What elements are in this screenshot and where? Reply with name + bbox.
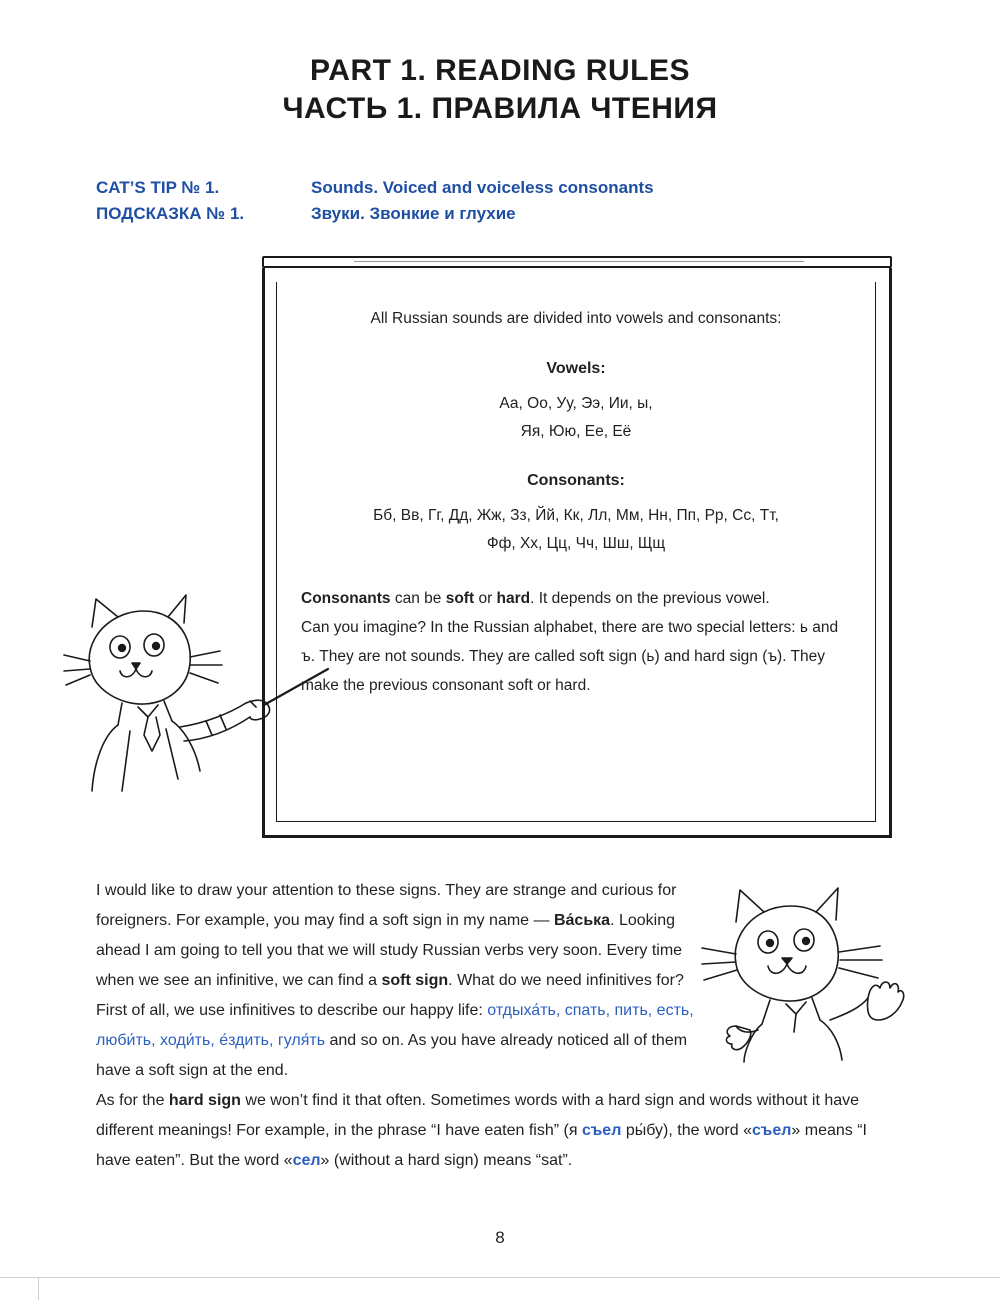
consonants-line-2: Фф, Хх, Цц, Чч, Шш, Щщ — [486, 535, 666, 552]
word-syel-1: съел — [581, 1122, 622, 1139]
cats-tip-text-russian: Звуки. Звонкие и глухие — [311, 204, 516, 223]
whiteboard-bottom-edge — [262, 835, 892, 838]
word-soft: soft — [445, 590, 475, 607]
closing-paragraph-2 — [96, 996, 706, 1086]
p2-text-b: and so on. As you have already noticed all of them have a soft sign at the end. — [96, 1032, 688, 1079]
term-soft-sign: soft sign — [381, 972, 449, 989]
word-hard: hard — [496, 590, 531, 607]
whiteboard-paragraph-2: Can you imagine? In the Russian alphabet, there are two special letters: ь and ъ. They are not sounds. They are called soft sign (ь) and hard sign (ъ). They make the previous consonant soft or hard. — [301, 619, 839, 694]
p2-text-a: First of all, we use infinitives to describe our happy life: — [96, 1002, 488, 1019]
p3-text-d: » means “I have eaten”. But the word « — [96, 1122, 867, 1169]
closing-paragraph-3 — [96, 1086, 906, 1176]
term-hard-sign: hard sign — [168, 1092, 241, 1109]
cats-tip-row-russian — [96, 201, 916, 227]
p1-text-a: I would like to draw your attention to these signs. They are strange and curious for foreigners. For example, you may find a soft sign in my name — — [96, 882, 677, 929]
cat-waving-icon — [700, 868, 920, 1063]
vowels-line-2: Яя, Юю, Ее, Её — [520, 423, 632, 440]
p3-text-b: we won’t find it that often. Sometimes words with a hard sign and words without it have different meanings! For example, in the phrase “I have eaten fish” (я — [96, 1092, 860, 1139]
page-corner-rule — [38, 1278, 39, 1300]
text-can-be: can be — [390, 590, 446, 607]
whiteboard-paragraphs — [301, 584, 851, 700]
whiteboard-content — [276, 282, 876, 822]
whiteboard-paragraph-1 — [301, 584, 851, 613]
whiteboard-right-edge — [889, 268, 892, 838]
p1-text-c: . What do we need infinitives for? — [448, 972, 684, 989]
p1-text-b: . Looking ahead I am going to tell you that we will study Russian verbs very soon. Every time when we see an infinitive, we can find a — [96, 912, 683, 989]
consonants-line-1: Бб, Вв, Гг, Дд, Жж, Зз, Йй, Кк, Лл, Мм, Нн, Пп, Рр, Сс, Тт, — [373, 507, 779, 524]
closing-paragraph-1 — [96, 876, 706, 996]
page-number: 8 — [495, 1228, 505, 1247]
cats-tip-heading — [96, 175, 916, 227]
word-consonants: Consonants — [301, 590, 391, 607]
title-line-russian: ЧАСТЬ 1. ПРАВИЛА ЧТЕНИЯ — [282, 92, 718, 125]
text-depends: . It depends on the previous vowel. — [530, 590, 770, 607]
consonants-heading: Consonants: — [527, 472, 625, 489]
word-sel: сел — [292, 1152, 321, 1169]
page-title — [0, 52, 1000, 128]
cat-name-vaska: Ва́ська — [553, 912, 611, 929]
p3-text-a: As for the — [96, 1092, 169, 1109]
cats-tip-text-english: Sounds. Voiced and voiceless consonants — [311, 178, 654, 197]
vowels-line-1: Аа, Оо, Уу, Ээ, Ии, ы, — [499, 395, 653, 412]
cats-tip-row-english — [96, 175, 916, 201]
whiteboard-top-roller — [262, 256, 892, 268]
cats-tip-label-russian: ПОДСКАЗКА № 1. — [96, 204, 245, 223]
whiteboard-intro-text: All Russian sounds are divided into vowels and consonants: — [370, 310, 782, 327]
title-line-english: PART 1. READING RULES — [310, 54, 690, 87]
p3-text-e: » (without a hard sign) means “sat”. — [320, 1152, 573, 1169]
infinitive-verbs-list: отдыха́ть, спать, пить, есть, люби́ть, ходи́ть, е́здить, гуля́ть — [96, 1002, 694, 1049]
cat-teacher-icon — [60, 565, 330, 795]
p3-text-c: ры́бу), the word « — [621, 1122, 752, 1139]
whiteboard — [262, 256, 892, 838]
vowels-heading: Vowels: — [546, 360, 606, 377]
cats-tip-label-english: CAT’S TIP № 1. — [96, 178, 220, 197]
text-or: or — [474, 590, 497, 607]
word-syel-2: съел — [751, 1122, 792, 1139]
page-bottom-rule — [0, 1277, 1000, 1278]
